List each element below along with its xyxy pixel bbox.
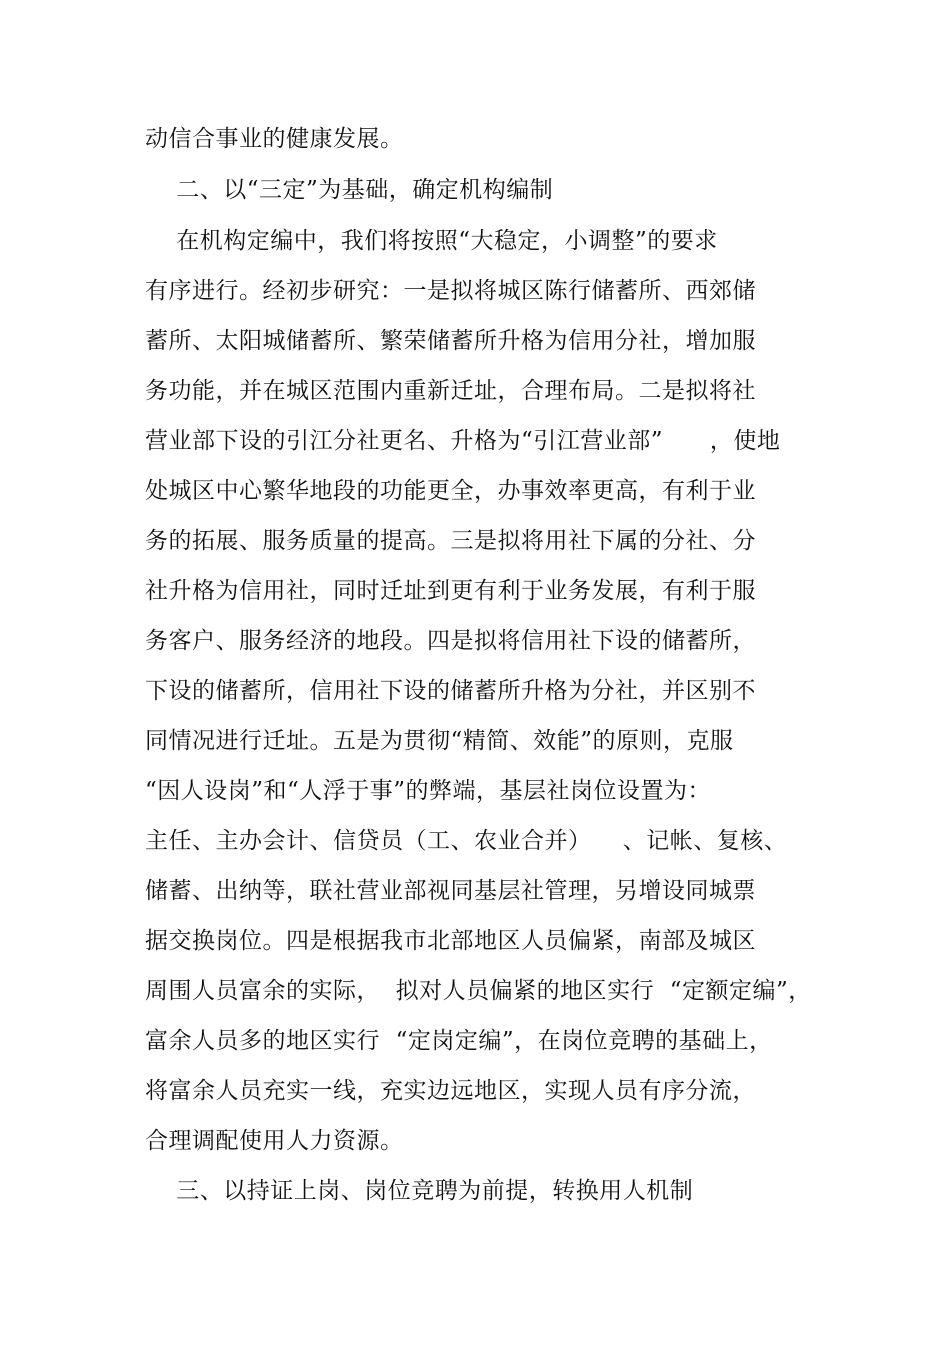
body-text-line: 下设的储蓄所，信用社下设的储蓄所升格为分社，并区别不 (145, 678, 756, 704)
section-heading: 三、以持证上岗、岗位竞聘为前提，转换用人机制 (145, 1178, 694, 1204)
body-text-line: 在机构定编中，我们将按照“大稳定，小调整”的要求 (145, 228, 718, 254)
body-text-line: 同情况进行迁址。五是为贯彻“精简、效能”的原则，克服 (145, 728, 734, 754)
body-text-line: 有序进行。经初步研究：一是拟将城区陈行储蓄所、西郊储 (145, 278, 756, 304)
body-text-line: 据交换岗位。四是根据我市北部地区人员偏紧，南部及城区 (145, 928, 756, 954)
body-text-line: 处城区中心繁华地段的功能更全，办事效率更高，有利于业 (145, 478, 756, 504)
body-text-line: 务客户、服务经济的地段。四是拟将信用社下设的储蓄所， (145, 628, 756, 654)
body-text-line: 周围人员富余的实际， 拟对人员偏紧的地区实行 “定额定编”， (145, 978, 812, 1004)
body-text-line: 蓄所、太阳城储蓄所、繁荣储蓄所升格为信用分社，增加服 (145, 328, 756, 354)
body-text-line: 动信合事业的健康发展。 (145, 126, 404, 152)
body-text-line: 务的拓展、服务质量的提高。三是拟将用社下属的分社、分 (145, 528, 756, 554)
body-text-line: “因人设岗”和“人浮于事”的弊端，基层社岗位设置为： (145, 778, 712, 804)
body-text-line: 富余人员多的地区实行 “定岗定编”，在岗位竞聘的基础上， (145, 1028, 773, 1054)
body-text-line: 将富余人员充实一线，充实边远地区，实现人员有序分流， (145, 1078, 756, 1104)
body-text-line: 社升格为信用社，同时迁址到更有利于业务发展，有利于服 (145, 578, 756, 604)
body-text-line: 务功能，并在城区范围内重新迁址，合理布局。二是拟将社 (145, 378, 756, 404)
section-heading: 二、以“三定”为基础，确定机构编制 (145, 177, 554, 203)
body-text-line: 营业部下设的引江分社更名、升格为“引江营业部” ，使地 (145, 428, 781, 454)
body-text-line: 储蓄、出纳等，联社营业部视同基层社管理，另增设同城票 (145, 878, 756, 904)
body-text-line: 主任、主办会计、信贷员（工、农业合并） 、记帐、复核、 (145, 828, 788, 854)
body-text-line: 合理调配使用人力资源。 (145, 1128, 404, 1154)
